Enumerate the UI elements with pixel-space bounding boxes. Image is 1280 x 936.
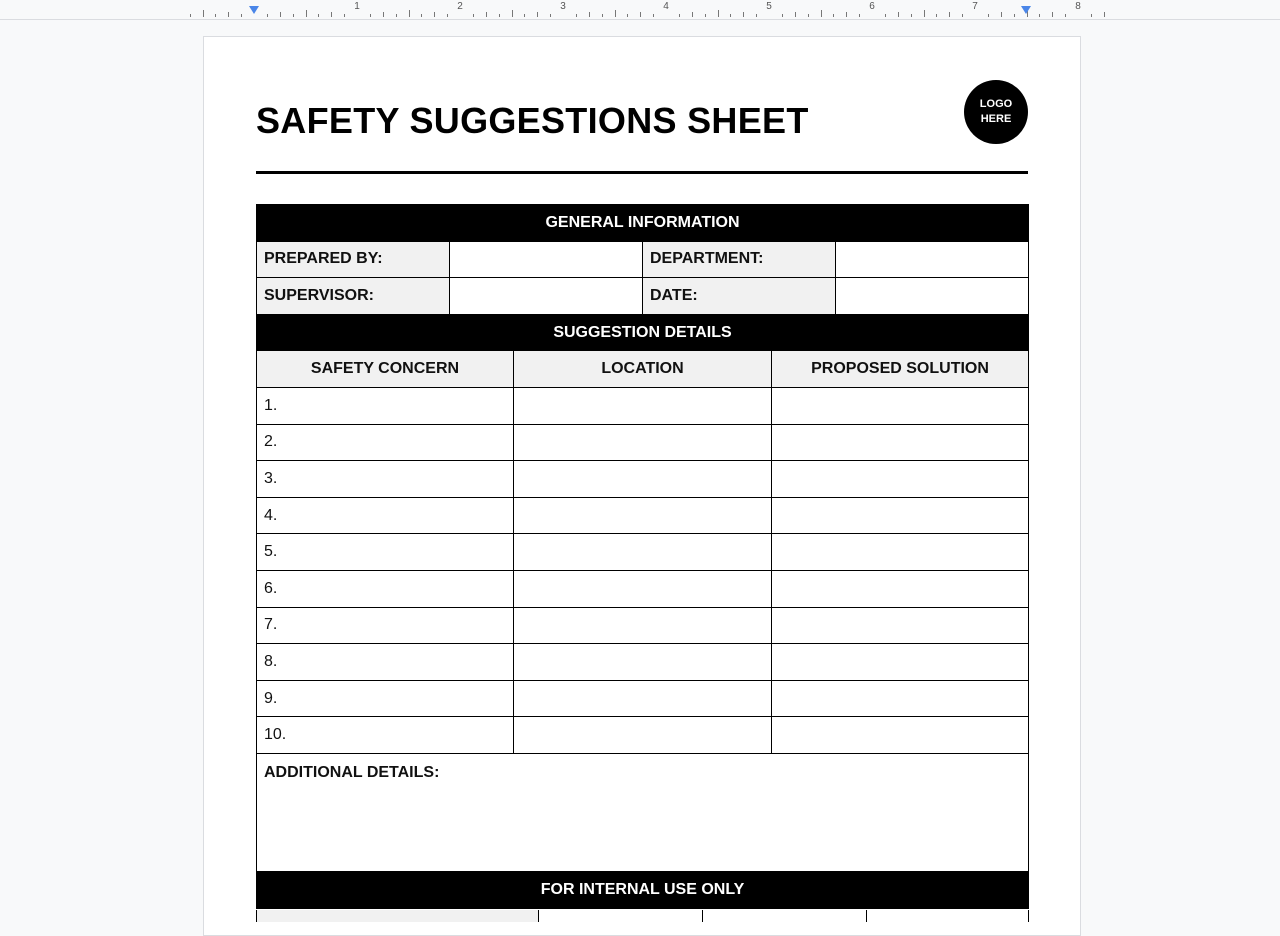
safety-concern-cell[interactable]: 5. — [257, 534, 514, 571]
ruler-tick — [190, 14, 191, 17]
internal-field-2[interactable] — [703, 910, 867, 922]
proposed-solution-cell[interactable] — [772, 717, 1029, 754]
ruler-tick — [447, 14, 448, 17]
ruler-tick — [1065, 14, 1066, 17]
proposed-solution-cell[interactable] — [772, 424, 1029, 461]
proposed-solution-cell[interactable] — [772, 387, 1029, 424]
ruler-number: 3 — [560, 1, 566, 12]
table-row — [257, 570, 1029, 607]
proposed-solution-cell[interactable] — [772, 680, 1029, 717]
right-indent-marker[interactable] — [1021, 6, 1031, 14]
ruler-tick — [280, 12, 281, 17]
ruler-tick — [859, 14, 860, 17]
location-cell[interactable] — [514, 680, 772, 717]
prepared-by-label: PREPARED BY: — [257, 241, 450, 278]
table-row — [257, 607, 1029, 644]
additional-details-field[interactable] — [257, 753, 1029, 871]
ruler-tick — [692, 12, 693, 17]
internal-use-row — [256, 910, 1029, 922]
ruler-tick — [203, 10, 204, 17]
ruler-tick — [679, 14, 680, 17]
ruler-tick — [615, 10, 616, 17]
ruler-tick — [318, 14, 319, 17]
supervisor-label: SUPERVISOR: — [257, 278, 450, 315]
ruler-tick — [602, 14, 603, 17]
ruler-tick — [924, 10, 925, 17]
location-cell[interactable] — [514, 717, 772, 754]
logo-text-1: LOGO — [979, 98, 1013, 110]
ruler-tick — [718, 10, 719, 17]
safety-concern-cell[interactable]: 1. — [257, 387, 514, 424]
ruler-tick — [241, 14, 242, 17]
table-row — [257, 717, 1029, 754]
ruler-tick — [215, 14, 216, 17]
department-field[interactable] — [836, 241, 1029, 278]
ruler-number: 5 — [766, 1, 772, 12]
table-row — [257, 497, 1029, 534]
location-cell[interactable] — [514, 497, 772, 534]
safety-concern-cell[interactable]: 2. — [257, 424, 514, 461]
ruler[interactable] — [0, 0, 1280, 20]
proposed-solution-cell[interactable] — [772, 607, 1029, 644]
ruler-tick — [550, 14, 551, 17]
ruler-tick — [499, 14, 500, 17]
ruler-tick — [434, 12, 435, 17]
ruler-number: 2 — [457, 1, 463, 12]
title-divider — [256, 171, 1028, 174]
ruler-tick — [1091, 14, 1092, 17]
ruler-tick — [898, 12, 899, 17]
ruler-tick — [653, 14, 654, 17]
ruler-tick — [795, 12, 796, 17]
table-row — [257, 461, 1029, 498]
safety-concern-cell[interactable]: 9. — [257, 680, 514, 717]
suggestion-details-header: SUGGESTION DETAILS — [257, 314, 1029, 351]
location-cell[interactable] — [514, 424, 772, 461]
internal-use-header: FOR INTERNAL USE ONLY — [257, 871, 1029, 908]
location-cell[interactable] — [514, 387, 772, 424]
ruler-tick — [846, 12, 847, 17]
ruler-tick — [228, 12, 229, 17]
ruler-tick — [949, 12, 950, 17]
ruler-tick — [808, 14, 809, 17]
ruler-number: 8 — [1075, 1, 1081, 12]
ruler-number: 4 — [663, 1, 669, 12]
column-proposed-solution: PROPOSED SOLUTION — [772, 351, 1029, 388]
ruler-tick — [756, 14, 757, 17]
safety-concern-cell[interactable]: 4. — [257, 497, 514, 534]
column-safety-concern: SAFETY CONCERN — [257, 351, 514, 388]
ruler-tick — [383, 12, 384, 17]
ruler-tick — [1001, 12, 1002, 17]
column-location: LOCATION — [514, 351, 772, 388]
proposed-solution-cell[interactable] — [772, 644, 1029, 681]
ruler-tick — [267, 14, 268, 17]
safety-concern-cell[interactable]: 6. — [257, 570, 514, 607]
left-indent-marker[interactable] — [249, 6, 259, 14]
logo-text-2: HERE — [980, 113, 1012, 125]
ruler-tick — [730, 14, 731, 17]
location-cell[interactable] — [514, 534, 772, 571]
ruler-tick — [512, 10, 513, 17]
internal-field-3[interactable] — [867, 910, 1028, 922]
internal-field-1[interactable] — [539, 910, 703, 922]
suggestion-form-table — [256, 204, 1029, 909]
ruler-number: 6 — [869, 1, 875, 12]
ruler-tick — [589, 12, 590, 17]
location-cell[interactable] — [514, 607, 772, 644]
logo-placeholder — [964, 80, 1028, 144]
proposed-solution-cell[interactable] — [772, 461, 1029, 498]
ruler-tick — [1039, 14, 1040, 17]
ruler-tick — [396, 14, 397, 17]
safety-concern-cell[interactable]: 7. — [257, 607, 514, 644]
safety-concern-cell[interactable]: 3. — [257, 461, 514, 498]
location-cell[interactable] — [514, 570, 772, 607]
ruler-tick — [627, 14, 628, 17]
proposed-solution-cell[interactable] — [772, 570, 1029, 607]
ruler-tick — [705, 14, 706, 17]
ruler-tick — [421, 14, 422, 17]
table-row — [257, 387, 1029, 424]
ruler-number: 1 — [354, 1, 360, 12]
ruler-tick — [640, 12, 641, 17]
ruler-tick — [1052, 12, 1053, 17]
ruler-tick — [344, 14, 345, 17]
date-field[interactable] — [836, 278, 1029, 315]
ruler-tick — [782, 14, 783, 17]
additional-details-label: ADDITIONAL DETAILS: — [264, 763, 440, 781]
safety-concern-cell[interactable]: 10. — [257, 717, 514, 754]
safety-concern-cell[interactable]: 8. — [257, 644, 514, 681]
table-row — [257, 534, 1029, 571]
ruler-tick — [936, 14, 937, 17]
general-information-header: GENERAL INFORMATION — [257, 205, 1029, 242]
table-row — [257, 424, 1029, 461]
supervisor-field[interactable] — [450, 278, 643, 315]
proposed-solution-cell[interactable] — [772, 534, 1029, 571]
ruler-tick — [524, 14, 525, 17]
prepared-by-field[interactable] — [450, 241, 643, 278]
ruler-number: 7 — [972, 1, 978, 12]
ruler-tick — [576, 14, 577, 17]
ruler-tick — [306, 10, 307, 17]
ruler-tick — [537, 12, 538, 17]
ruler-tick — [821, 10, 822, 17]
ruler-tick — [911, 14, 912, 17]
table-row — [257, 644, 1029, 681]
ruler-tick — [293, 14, 294, 17]
ruler-tick — [743, 12, 744, 17]
ruler-tick — [962, 14, 963, 17]
table-row — [257, 680, 1029, 717]
ruler-tick — [409, 10, 410, 17]
ruler-tick — [473, 14, 474, 17]
internal-label-cell — [257, 910, 539, 922]
location-cell[interactable] — [514, 461, 772, 498]
ruler-tick — [331, 12, 332, 17]
ruler-tick — [833, 14, 834, 17]
ruler-tick — [486, 12, 487, 17]
ruler-tick — [1104, 12, 1105, 17]
department-label: DEPARTMENT: — [643, 241, 836, 278]
ruler-tick — [370, 14, 371, 17]
location-cell[interactable] — [514, 644, 772, 681]
ruler-tick — [885, 14, 886, 17]
date-label: DATE: — [643, 278, 836, 315]
proposed-solution-cell[interactable] — [772, 497, 1029, 534]
document-title: SAFETY SUGGESTIONS SHEET — [256, 100, 809, 141]
ruler-tick — [988, 14, 989, 17]
ruler-tick — [1014, 14, 1015, 17]
